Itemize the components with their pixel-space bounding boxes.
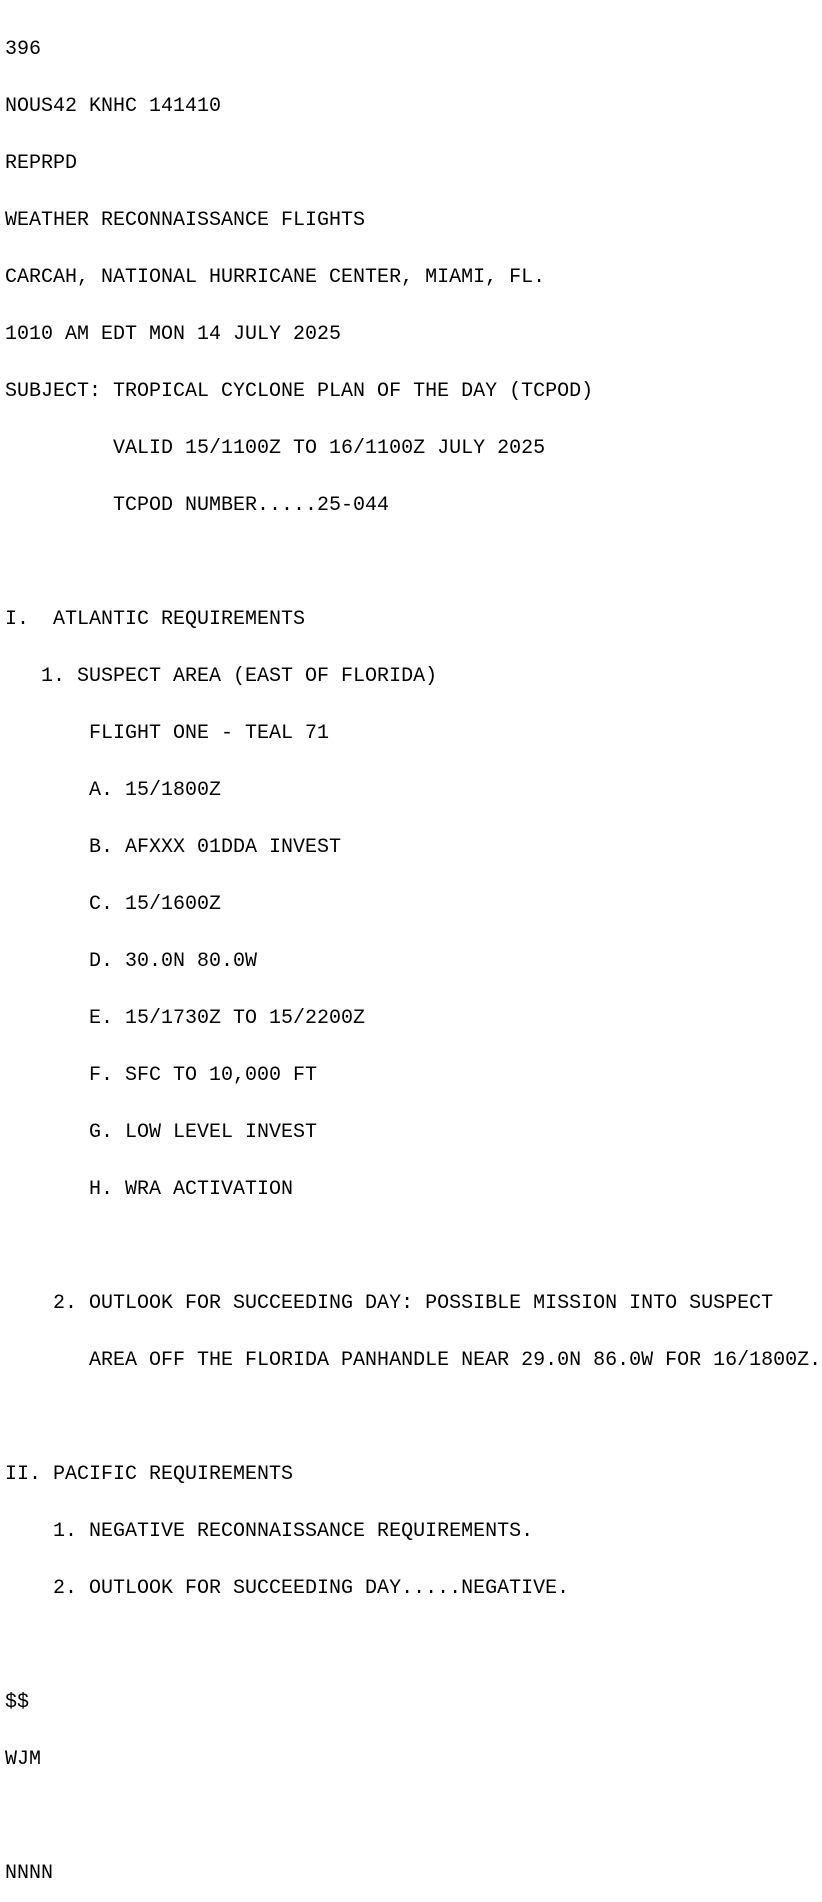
- sequence-number: 396: [5, 38, 42, 61]
- issue-time: 1010 AM EDT MON 14 JULY 2025: [5, 323, 342, 346]
- detail-d: D. 30.0N 80.0W: [5, 950, 258, 973]
- detail-b: B. AFXXX 01DDA INVEST: [5, 836, 342, 859]
- bulletin-title: WEATHER RECONNAISSANCE FLIGHTS: [5, 209, 366, 232]
- valid-period: VALID 15/1100Z TO 16/1100Z JULY 2025: [5, 437, 546, 460]
- issuing-office: CARCAH, NATIONAL HURRICANE CENTER, MIAMI, FL.: [5, 266, 546, 289]
- detail-e: E. 15/1730Z TO 15/2200Z: [5, 1007, 366, 1030]
- product-id: REPRPD: [5, 152, 78, 175]
- blank-line: [5, 1408, 822, 1427]
- detail-c: C. 15/1600Z: [5, 893, 222, 916]
- flight-one: FLIGHT ONE - TEAL 71: [5, 722, 330, 745]
- tcpod-number: TCPOD NUMBER.....25-044: [5, 494, 390, 517]
- subject-line: SUBJECT: TROPICAL CYCLONE PLAN OF THE DAY (TCPOD): [5, 380, 594, 403]
- pacific-item-2: 2. OUTLOOK FOR SUCCEEDING DAY.....NEGATIVE.: [5, 1577, 570, 1600]
- atlantic-outlook-line-2: AREA OFF THE FLORIDA PANHANDLE NEAR 29.0N 86.0W FOR 16/1800Z.: [5, 1349, 822, 1372]
- detail-a: A. 15/1800Z: [5, 779, 222, 802]
- pacific-heading: II. PACIFIC REQUIREMENTS: [5, 1463, 294, 1486]
- atlantic-outlook-line-1: 2. OUTLOOK FOR SUCCEEDING DAY: POSSIBLE MISSION INTO SUSPECT: [5, 1292, 774, 1315]
- wmo-header: NOUS42 KNHC 141410: [5, 95, 222, 118]
- atlantic-heading: I. ATLANTIC REQUIREMENTS: [5, 608, 306, 631]
- nnnn-marker: NNNN: [5, 1862, 54, 1885]
- atlantic-item-1-title: 1. SUSPECT AREA (EAST OF FLORIDA): [5, 665, 438, 688]
- pacific-item-1: 1. NEGATIVE RECONNAISSANCE REQUIREMENTS.: [5, 1520, 534, 1543]
- detail-g: G. LOW LEVEL INVEST: [5, 1121, 318, 1144]
- detail-f: F. SFC TO 10,000 FT: [5, 1064, 318, 1087]
- end-marker: $$: [5, 1691, 30, 1714]
- detail-h: H. WRA ACTIVATION: [5, 1178, 294, 1201]
- forecaster-initials: WJM: [5, 1748, 42, 1771]
- blank-line: [5, 1636, 822, 1655]
- blank-line: [5, 1237, 822, 1256]
- blank-line: [5, 553, 822, 572]
- blank-line: [5, 1807, 822, 1826]
